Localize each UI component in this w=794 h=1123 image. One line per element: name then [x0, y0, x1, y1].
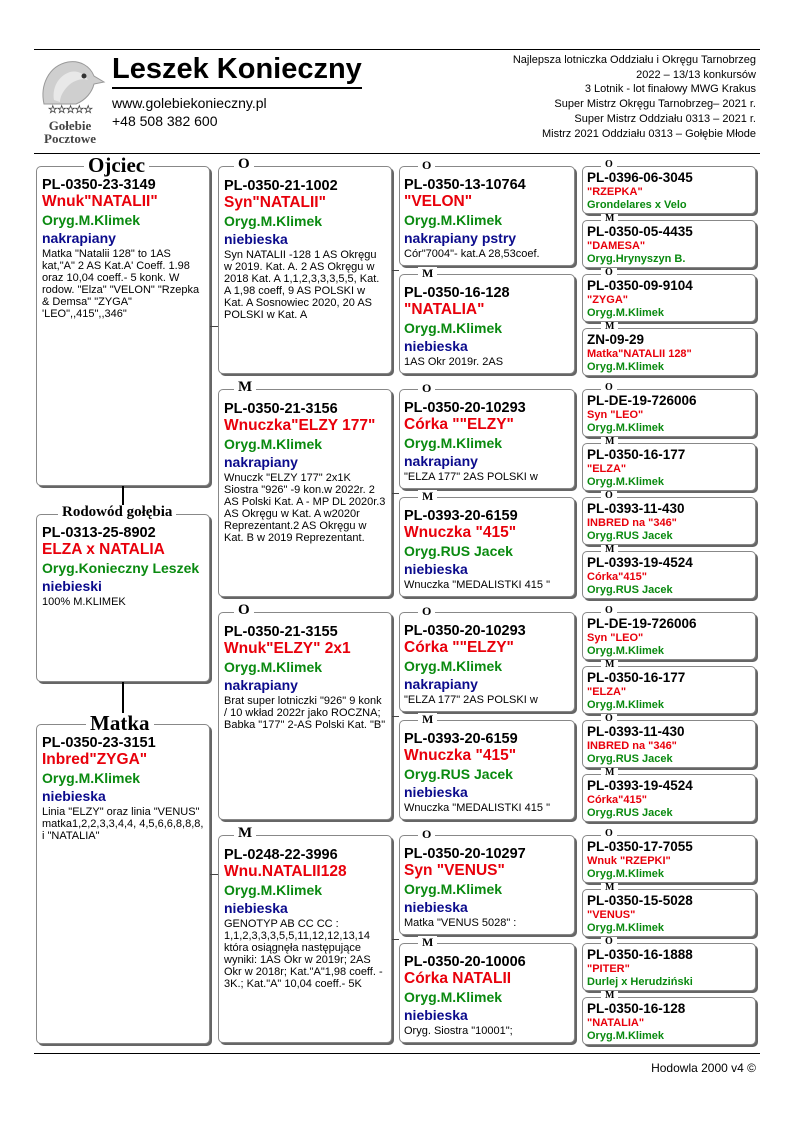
- pigeon-name: Wnuk "RZEPKI": [587, 855, 671, 867]
- ring-number: PL-0350-23-3149: [42, 177, 156, 193]
- feather-color: niebieska: [404, 561, 468, 577]
- breeder-name: Oryg.M.Klimek: [587, 422, 665, 434]
- feather-color: niebieska: [42, 788, 106, 804]
- label-female: M: [601, 322, 618, 332]
- ring-number: PL-0396-06-3045: [587, 170, 693, 185]
- pigeon-name: INBRED na "346": [587, 517, 677, 529]
- label-male: O: [601, 491, 617, 501]
- label-female: M: [418, 267, 437, 279]
- label-male: O: [601, 606, 617, 616]
- phone-number: +48 508 382 600: [112, 113, 218, 129]
- feather-color: nakrapiany: [404, 676, 478, 692]
- ring-number: PL-0393-19-4524: [587, 555, 693, 570]
- connector-line: [392, 493, 399, 494]
- breeder-name: Oryg.M.Klimek: [224, 436, 323, 452]
- pigeon-description: Matka "Natalii 128" to 1AS kat,"A" 2 AS Kat.A' Coeff. 1.98 oraz 10,04 coeff.- 5 konk. W rodow. "Elza" "VELON" "Rzepka & Demsa" "ZYGA" 'LEO",,415",,346": [42, 248, 200, 320]
- pigeon-description: "ELZA 177" 2AS POLSKI w: [404, 694, 538, 706]
- pigeon-card[interactable]: [36, 166, 210, 486]
- pigeon-card[interactable]: [582, 720, 756, 768]
- label-male: O: [601, 383, 617, 393]
- breeder-name: Oryg.M.Klimek: [587, 1030, 665, 1042]
- pigeon-name: Wnuczka "415": [404, 524, 517, 541]
- pigeon-card[interactable]: [582, 328, 756, 376]
- logo-text-2: Pocztowe: [44, 131, 96, 146]
- breeder-name: Grondelares x Velo: [587, 199, 687, 211]
- pigeon-description: GENOTYP AB CC CC : 1,1,2,3,3,3,5,5,11,12,12,13,14 która osiągnęła następujące wyniki: 1AS Okr w 2019r; 2AS Okr w 2018r; Kat."A"1,98 coeff. - 3K.; Kat."A" 10,04 coeff.- 5K: [224, 918, 383, 990]
- breeder-name: Oryg.M.Klimek: [587, 868, 665, 880]
- feather-color: nakrapiany: [42, 230, 116, 246]
- breeder-name: Oryg.M.Klimek: [587, 307, 665, 319]
- pigeon-card[interactable]: [582, 443, 756, 491]
- top-rule: [34, 49, 760, 50]
- pigeon-description: Wnuczka "MEDALISTKI 415 ": [404, 802, 550, 814]
- pigeon-name: "VENUS": [587, 909, 636, 921]
- label-male: O: [234, 603, 254, 618]
- ring-number: PL-0248-22-3996: [224, 847, 338, 863]
- ring-number: PL-0393-20-6159: [404, 731, 518, 747]
- website-link[interactable]: www.golebiekonieczny.pl: [112, 95, 267, 111]
- breeder-name: Oryg.M.Klimek: [404, 881, 503, 897]
- label-male: O: [601, 714, 617, 724]
- breeder-name: Oryg.M.Klimek: [587, 645, 665, 657]
- ring-number: PL-0393-11-430: [587, 501, 685, 516]
- ring-number: PL-DE-19-726006: [587, 393, 697, 408]
- pigeon-name: Wnuczka "415": [404, 747, 517, 764]
- pigeon-description: Wnuczk "ELZY 177" 2x1K Siostra "926" -9 kon.w 2022r. 2 AS Polski Kat. A - MP DL 2020r.3 AS Okręgu w Kat. A w2020r Reprezentant.2 AS Okręgu w Kat. B w 2019 Reprezentant.: [224, 472, 386, 544]
- label-male: O: [601, 829, 617, 839]
- pigeon-card[interactable]: [36, 724, 210, 1044]
- ring-number: PL-0350-15-5028: [587, 893, 693, 908]
- logo-text-1: Gołebie: [48, 118, 92, 133]
- label-female: M: [601, 883, 618, 893]
- feather-color: niebieska: [404, 338, 468, 354]
- pigeon-description: "ELZA 177" 2AS POLSKI w: [404, 471, 538, 483]
- breeder-name: Oryg.M.Klimek: [404, 989, 503, 1005]
- pigeon-name: Córka"415": [587, 571, 647, 583]
- pigeon-description: Oryg. Siostra "10001";: [404, 1025, 513, 1037]
- label-female: M: [234, 826, 256, 841]
- connector-line: [392, 939, 399, 940]
- feather-color: nakrapiany pstry: [404, 230, 517, 246]
- ring-number: ZN-09-29: [587, 332, 645, 347]
- pigeon-name: ELZA x NATALIA: [42, 541, 165, 558]
- pigeon-description: Linia "ELZY" oraz linia "VENUS" matka1,2,2,3,3,4,4, 4,5,6,6,8,8,8, i "NATALIA": [42, 806, 204, 842]
- ring-number: PL-0350-16-128: [404, 285, 510, 301]
- pigeon-name: "NATALIA": [587, 1017, 645, 1029]
- breeder-name: Oryg.Hrynyszyn B.: [587, 253, 686, 265]
- label-female: M: [601, 660, 618, 670]
- pigeon-name: INBRED na "346": [587, 740, 677, 752]
- breeder-name: Oryg.M.Klimek: [587, 699, 665, 711]
- feather-color: niebieska: [224, 900, 288, 916]
- pigeon-name: "DAMESA": [587, 240, 646, 252]
- pigeon-name: "ZYGA": [587, 294, 628, 306]
- ring-number: PL-0350-17-7055: [587, 839, 693, 854]
- ring-number: PL-0350-20-10293: [404, 623, 526, 639]
- pigeon-card[interactable]: [399, 835, 575, 935]
- label-female: M: [601, 437, 618, 447]
- pigeon-name: Wnuk"NATALII": [42, 193, 158, 210]
- ring-number: PL-0350-05-4435: [587, 224, 693, 239]
- pigeon-name: Córka"415": [587, 794, 647, 806]
- pigeon-name: "NATALIA": [404, 301, 485, 318]
- feather-color: nakrapiany: [224, 454, 298, 470]
- label-mother: Matka: [86, 713, 154, 734]
- ring-number: PL-0350-16-1888: [587, 947, 693, 962]
- ring-number: PL-0350-16-177: [587, 670, 686, 685]
- pigeon-card[interactable]: [582, 835, 756, 883]
- label-male: O: [418, 382, 435, 394]
- pigeon-description: Syn NATALII -128 1 AS Okręgu w 2019. Kat. A. 2 AS Okręgu w 2018 Kat. A 1,1,2,3,3,3,5,5, Kat. A 1,98 coeff, 9 AS POLSKI w Kat. A Sosnowiec 2020, 20 AS POLSKI w Kat. A: [224, 249, 380, 321]
- breeder-name: Oryg.M.Klimek: [404, 212, 503, 228]
- breeder-name: Oryg.M.Klimek: [404, 320, 503, 336]
- ring-number: PL-DE-19-726006: [587, 616, 697, 631]
- breeder-name: Durlej x Herudziński: [587, 976, 693, 988]
- pigeon-head-icon: [34, 56, 106, 108]
- label-male: O: [418, 828, 435, 840]
- ring-number: PL-0350-13-10764: [404, 177, 526, 193]
- feather-color: niebieska: [404, 1007, 468, 1023]
- achievement-line: Super Mistrz Okręgu Tarnobrzeg– 2021 r.: [554, 98, 756, 111]
- connector-line: [392, 716, 399, 717]
- ring-number: PL-0350-09-9104: [587, 278, 693, 293]
- breeder-name: Oryg.M.Klimek: [587, 361, 665, 373]
- ring-number: PL-0350-21-3155: [224, 624, 338, 640]
- connector-line: [210, 874, 218, 875]
- ring-number: PL-0350-21-3156: [224, 401, 338, 417]
- breeder-name: Oryg.M.Klimek: [587, 922, 665, 934]
- achievements-list: [436, 53, 756, 141]
- feather-color: nakrapiany: [224, 677, 298, 693]
- pigeon-name: "PITER": [587, 963, 630, 975]
- pigeon-card[interactable]: [582, 497, 756, 545]
- pigeon-name: Wnuczka"ELZY 177": [224, 417, 376, 434]
- breeder-name: Oryg.Konieczny Leszek: [42, 560, 200, 576]
- pigeon-name: "VELON": [404, 193, 473, 210]
- pigeon-name: Wnuk"ELZY" 2x1: [224, 640, 351, 657]
- footer-credit: Hodowla 2000 v4 ©: [651, 1061, 756, 1075]
- pigeon-card[interactable]: [399, 274, 575, 374]
- breeder-name: Oryg.M.Klimek: [587, 476, 665, 488]
- pigeon-card[interactable]: [218, 835, 392, 1043]
- ring-number: PL-0350-20-10293: [404, 400, 526, 416]
- label-male: O: [601, 268, 617, 278]
- ring-number: PL-0393-11-430: [587, 724, 685, 739]
- label-female: M: [418, 490, 437, 502]
- pigeon-card[interactable]: [582, 889, 756, 937]
- breeder-name: Oryg.M.Klimek: [404, 658, 503, 674]
- label-female: M: [601, 545, 618, 555]
- pigeon-card[interactable]: [582, 166, 756, 214]
- owner-name: Leszek Konieczny: [112, 53, 362, 89]
- pigeon-name: Córka ""ELZY": [404, 639, 514, 656]
- feather-color: nakrapiany: [404, 453, 478, 469]
- pigeon-card[interactable]: [399, 612, 575, 712]
- pigeon-card[interactable]: [218, 389, 392, 597]
- pigeon-card[interactable]: [582, 220, 756, 268]
- pigeon-card[interactable]: [399, 943, 575, 1043]
- pigeon-card[interactable]: [582, 612, 756, 660]
- achievement-line: 3 Lotnik - lot finałowy MWG Krakus: [584, 83, 756, 96]
- pigeon-card[interactable]: [582, 389, 756, 437]
- connector-line: [392, 270, 399, 271]
- label-male: O: [601, 937, 617, 947]
- pigeon-logo: [34, 56, 106, 146]
- footer-rule: [34, 1053, 760, 1054]
- label-male: O: [234, 157, 254, 172]
- pigeon-name: Matka"NATALII 128": [587, 348, 692, 360]
- feather-color: niebieski: [42, 578, 102, 594]
- label-female: M: [601, 768, 618, 778]
- breeder-name: Oryg.M.Klimek: [224, 659, 323, 675]
- pigeon-description: Brat super lotniczki "926" 9 konk / 10 wkład 2022r jako ROCZNA; Babka "177" 2-AS Polski Kat. "B": [224, 695, 386, 731]
- label-father: Ojciec: [84, 155, 149, 176]
- pigeon-name: "RZEPKA": [587, 186, 643, 198]
- pigeon-name: Córka NATALII: [404, 970, 512, 987]
- pigeon-card[interactable]: [582, 774, 756, 822]
- feather-color: niebieska: [404, 784, 468, 800]
- pigeon-card[interactable]: [582, 997, 756, 1045]
- breeder-name: Oryg.M.Klimek: [224, 213, 323, 229]
- pigeon-card[interactable]: [582, 666, 756, 714]
- pigeon-card[interactable]: [582, 551, 756, 599]
- pigeon-card[interactable]: [218, 612, 392, 820]
- breeder-name: Oryg.M.Klimek: [224, 882, 323, 898]
- pigeon-name: Syn "LEO": [587, 632, 644, 644]
- breeder-name: Oryg.M.Klimek: [404, 435, 503, 451]
- label-female: M: [418, 936, 437, 948]
- breeder-name: Oryg.RUS Jacek: [587, 753, 673, 765]
- pigeon-card[interactable]: [399, 497, 575, 597]
- breeder-name: Oryg.RUS Jacek: [587, 584, 673, 596]
- pigeon-card[interactable]: [399, 166, 575, 266]
- breeder-name: Oryg.M.Klimek: [42, 770, 141, 786]
- ring-number: PL-0350-20-10297: [404, 846, 526, 862]
- label-bird: Rodowód gołębia: [58, 505, 176, 520]
- ring-number: PL-0350-21-1002: [224, 178, 338, 194]
- ring-number: PL-0350-20-10006: [404, 954, 526, 970]
- ring-number: PL-0350-23-3151: [42, 735, 156, 751]
- achievement-line: 2022 – 13/13 konkursów: [636, 68, 756, 81]
- feather-color: niebieska: [404, 899, 468, 915]
- pigeon-card[interactable]: [218, 166, 392, 374]
- pigeon-name: "ELZA": [587, 686, 627, 698]
- ring-number: PL-0350-16-177: [587, 447, 686, 462]
- pigeon-card[interactable]: [36, 514, 210, 682]
- feather-color: niebieska: [224, 231, 288, 247]
- ring-number: PL-0393-19-4524: [587, 778, 693, 793]
- pigeon-description: Matka "VENUS 5028" :: [404, 917, 517, 929]
- logo-stars: ☆☆☆☆☆: [47, 104, 93, 116]
- pigeon-name: Syn "LEO": [587, 409, 644, 421]
- pigeon-name: Syn"NATALII": [224, 194, 326, 211]
- label-female: M: [418, 713, 437, 725]
- label-male: O: [601, 160, 617, 170]
- ring-number: PL-0313-25-8902: [42, 525, 156, 541]
- breeder-name: Oryg.RUS Jacek: [404, 543, 513, 559]
- pigeon-card[interactable]: [582, 274, 756, 322]
- pigeon-description: 100% M.KLIMEK: [42, 596, 126, 608]
- achievement-line: Super Mistrz Oddziału 0313 – 2021 r.: [574, 112, 756, 125]
- pigeon-card[interactable]: [399, 389, 575, 489]
- pigeon-description: Wnuczka "MEDALISTKI 415 ": [404, 579, 550, 591]
- label-male: O: [418, 605, 435, 617]
- label-female: M: [601, 214, 618, 224]
- breeder-name: Oryg.RUS Jacek: [587, 530, 673, 542]
- pigeon-card[interactable]: [582, 943, 756, 991]
- pigeon-description: Cór"7004"- kat.A 28,53coef.: [404, 248, 540, 260]
- breeder-name: Oryg.RUS Jacek: [587, 807, 673, 819]
- label-male: O: [418, 159, 435, 171]
- pigeon-card[interactable]: [399, 720, 575, 820]
- ring-number: PL-0393-20-6159: [404, 508, 518, 524]
- ring-number: PL-0350-16-128: [587, 1001, 686, 1016]
- pigeon-description: 1AS Okr 2019r. 2AS: [404, 356, 504, 368]
- breeder-name: Orуg.M.Klimek: [42, 212, 141, 228]
- achievement-line: Mistrz 2021 Oddziału 0313 – Gołębie Młode: [541, 127, 756, 140]
- connector-line: [210, 326, 218, 327]
- pigeon-name: Syn "VENUS": [404, 862, 505, 879]
- achievement-line: Najlepsza lotniczka Oddziału i Okręgu Tarnobrzeg: [512, 54, 756, 66]
- pigeon-name: Wnu.NATALII128: [224, 863, 347, 880]
- pigeon-name: Córka ""ELZY": [404, 416, 514, 433]
- breeder-name: Oryg.RUS Jacek: [404, 766, 513, 782]
- label-female: M: [234, 380, 256, 395]
- pigeon-name: Inbred"ZYGA": [42, 751, 148, 768]
- label-female: M: [601, 991, 618, 1001]
- pigeon-name: "ELZA": [587, 463, 627, 475]
